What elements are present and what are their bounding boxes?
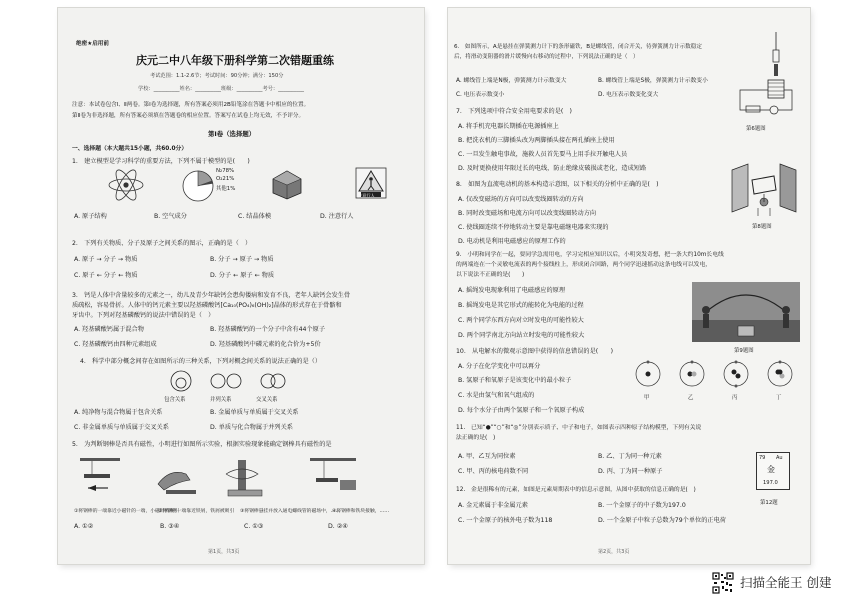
q2-stem: 2. 下列有关物质、分子及原子之间关系的图示，正确的是（ ） <box>72 240 252 247</box>
q3-option-a: A. 羟基磷酸钙属于混合物 <box>74 326 144 333</box>
q6-option-b: B. 螺线管上端是S极，弹簧测力计示数变小 <box>598 78 708 84</box>
element-symbol: Au <box>776 455 783 461</box>
q8-caption: 第8题图 <box>752 224 772 230</box>
q8-option-c: C. 使线圈连续不停地转动主要是靠电磁继电器来实现的 <box>458 224 609 231</box>
secret-mark: 绝密★启用前 <box>76 41 109 47</box>
q12-option-c: C. 一个金原子的核外电子数为118 <box>458 517 553 524</box>
q9-option-c: C. 两个同学东西方向对立时发电的可能性较大 <box>458 317 584 324</box>
q10-label-bing: 丙 <box>732 395 738 401</box>
q1-option-d: D. 注意行人 <box>320 213 354 220</box>
q6-option-c: C. 电压表示数变小 <box>456 92 505 98</box>
q4-option-d: D. 单质与化合物属于并列关系 <box>210 424 293 431</box>
relation-parallel: 并列关系 <box>210 397 232 403</box>
relation-containment: 包含关系 <box>164 397 186 403</box>
page-title: 庆元二中八年级下册科学第二次错题重练 <box>136 54 334 67</box>
q4-option-b: B. 金属单质与单质属于交叉关系 <box>210 409 299 416</box>
q10-option-d: D. 每个水分子由两个氢原子和一个氧原子构成 <box>458 407 585 414</box>
right-page-footer: 第2页，共3页 <box>598 549 630 555</box>
q3-option-c: C. 羟基磷酸钙由四种元素组成 <box>74 341 157 348</box>
q4-option-c: C. 非金属单质与单质属于交叉关系 <box>74 424 169 431</box>
q11-option-d: D. 丙、丁为同一种原子 <box>598 468 663 475</box>
notice-line-1: 注意：本试卷包含Ⅰ、Ⅱ两卷。第Ⅰ卷为选择题，所有答案必须用2B铅笔涂在答题卡中相应的位置。 <box>72 102 310 108</box>
q9-option-d: D. 两个同学南北方向站立时发电的可能性较大 <box>458 332 585 339</box>
q10-stem: 10. 从电解水的微观示意图中获得的信息错误的是( ) <box>456 348 613 355</box>
q6-option-a: A. 螺线管上端是N极，弹簧测力计示数变大 <box>456 78 567 84</box>
q9-line-3: 以下说法不正确的是( ) <box>456 272 525 278</box>
relation-intersection: 交叉关系 <box>256 397 278 403</box>
qr-code-icon <box>712 572 734 594</box>
q8-motor-figure <box>728 156 800 218</box>
q7-option-d: D. 及时更换使用年限过长的电线，防止绝缘皮破损或老化，造成短路 <box>458 165 647 172</box>
q5-caption-3: ③将钢棒悬挂并放入通电螺线管的磁场中，…… <box>240 509 341 514</box>
q9-line-1: 9. 小明和同学在一起，要同学急需用电，学习完相应知识以后，小明突发奇想，把一条大约10m长电线 <box>456 252 724 258</box>
q3-line-3: 牙齿中。下列对羟基磷酸钙的说法中错误的是（ ） <box>72 312 215 319</box>
q9-option-a: A. 摇绳发电现象利用了电磁感应的原理 <box>458 287 566 294</box>
q10-option-b: B. 氢原子和氧原子是该变化中的最小粒子 <box>458 377 572 384</box>
q5-caption-4: ④将钢棒和铁块接触，…… <box>332 509 390 514</box>
pie-label-other: 其他1% <box>216 186 236 192</box>
q7-option-b: B. 把洗衣机的三脚插头改为两脚插头接在两孔插座上使用 <box>458 137 615 144</box>
q12-option-d: D. 一个金原子中粒子总数为79个单位的正电荷 <box>598 517 726 524</box>
left-exam-page <box>58 8 424 564</box>
notice-line-2: 第Ⅱ卷为非选择题，所有答案必须填在答题卷的相应位置。答案写在试卷上均无效，不予评分。 <box>72 113 305 119</box>
q6-caption: 第6题图 <box>746 126 766 132</box>
q1-stem: 1. 建立模型是学习科学的重要方法，下列不属于模型的是( ) <box>72 158 250 165</box>
q5-option-c: C. ①③ <box>244 523 264 530</box>
q10-label-ding: 丁 <box>776 395 782 401</box>
q1-option-a: A. 原子结构 <box>74 213 107 220</box>
parallel-figure <box>208 372 244 390</box>
q4-stem: 4. 科学中部分概念间存在如图所示的三种关系，下列对概念间关系的说法正确的是（） <box>80 358 322 365</box>
q6-option-d: D. 电压表示数变化变大 <box>598 92 659 98</box>
q8-option-a: A. 仅改变磁场的方向可以改变线圈转动的方向 <box>458 196 584 203</box>
element-number: 79 <box>759 455 766 461</box>
pedestrian-sign-text: 注意行人 <box>358 193 375 198</box>
containment-figure <box>166 370 196 392</box>
q6-line-1: 6. 如图所示，A是悬挂在弹簧测力计下的条形磁铁，B是螺线管，闭合开关，待弹簧测力计示数稳定 <box>454 44 702 50</box>
q5-option-b: B. ③④ <box>160 523 180 530</box>
q5-caption-2: ②将钢棒一端靠近铁屑，铁屑被吸引 <box>158 509 235 514</box>
q7-stem: 7. 下列选项中符合安全用电要求的是( ) <box>456 108 572 115</box>
intersection-figure <box>256 372 290 390</box>
q5-caption-1: ①将钢棒的一端靠近小磁针的一端，小磁针被吸引 <box>74 509 180 514</box>
q2-option-d: D. 分子 ← 原子 ← 物质 <box>210 272 275 279</box>
q6-circuit-figure <box>732 30 802 118</box>
q8-option-b: B. 同时改变磁场和电流方向可以改变线圈转动方向 <box>458 210 597 217</box>
q11-line-1: 11. 已知“●”“○”和“◎”分别表示质子、中子和电子，如图表示四种原子结构模型，下列有关说 <box>456 425 702 431</box>
q2-option-b: B. 分子 → 原子 → 物质 <box>210 256 274 263</box>
q10-atom-models-figure <box>632 360 804 392</box>
q9-photo-figure <box>692 282 800 342</box>
q11-option-a: A. 甲、乙互为同位素 <box>458 453 516 460</box>
magnet-experiment-figure <box>78 454 408 506</box>
q10-option-c: C. 水是由氢气和氧气组成的 <box>458 392 535 399</box>
q6-line-2: 后，将滑动变阻器的滑片缓慢向右移动的过程中，下列说法正确的是（ ） <box>454 54 639 60</box>
part-heading: 一、选择题（本大题共15小题，共60.0分） <box>72 146 188 152</box>
q3-line-1: 3. 钙是人体中含量较多的元素之一，幼儿及青少年缺钙会患佝偻病和发育不良，老年人缺钙会发生骨 <box>72 292 351 299</box>
q11-option-b: B. 乙、丁为同一种元素 <box>598 453 662 460</box>
q9-option-b: B. 摇绳发电是其它形式的能转化为电能的过程 <box>458 302 584 309</box>
q12-option-a: A. 金元素属于非金属元素 <box>458 502 528 509</box>
q9-caption: 第9题图 <box>734 348 754 354</box>
student-info: 学校：__________姓名：__________班级：__________考号：__________ <box>138 86 305 92</box>
q8-option-d: D. 电动机是利用电磁感应的原理工作的 <box>458 238 566 245</box>
q12-caption: 第12题 <box>760 500 778 506</box>
q9-line-2: 的两端连在一个灵敏电流表的两个接线柱上，形成闭合回路，两个同学迅速摇动这条电线可以发电， <box>456 262 712 268</box>
q2-option-c: C. 原子 ← 分子 ← 物质 <box>74 272 138 279</box>
atom-model-figure <box>106 168 146 202</box>
exam-info: 考试范围：1.1-2.6节；考试时间：90分钟；满分：150分 <box>150 73 284 79</box>
q1-option-c: C. 结晶体模 <box>238 213 272 220</box>
q11-line-2: 法正确的是( ) <box>456 435 496 441</box>
q3-option-b: B. 羟基磷酸钙的一个分子中含有44个原子 <box>210 326 326 333</box>
q7-option-a: A. 将手机充电器长期插在电源插座上 <box>458 123 559 130</box>
scanner-watermark-text: 扫描全能王 创建 <box>740 575 832 590</box>
element-name: 金 <box>767 465 775 474</box>
q8-stem: 8. 如图为直流电动机的基本构造示意图，以下相关的分析中正确的是( ) <box>456 181 659 188</box>
q4-option-a: A. 纯净物与混合物属于包含关系 <box>74 409 163 416</box>
q1-option-b: B. 空气成分 <box>154 213 187 220</box>
q11-option-c: C. 甲、丙的核电荷数不同 <box>458 468 529 475</box>
q2-option-a: A. 原子 → 分子 → 物质 <box>74 256 138 263</box>
q5-stem: 5. 为判断钢棒是否具有磁性，小明进行如图所示实验，根据实验现象能确定钢棒具有磁性的是 <box>72 441 332 448</box>
q10-label-jia: 甲 <box>644 395 650 401</box>
q5-option-d: D. ②④ <box>328 523 348 530</box>
q12-stem: 12. 金是很稀有的元素，如图是元素周期表中的信息示意图，从图中获取的信息正确的是( ) <box>456 487 696 493</box>
q5-option-a: A. ①② <box>74 523 94 530</box>
q12-option-b: B. 一个金原子的中子数为197.0 <box>598 502 686 509</box>
crystal-figure <box>270 169 304 201</box>
element-mass: 197.0 <box>763 480 778 486</box>
section-heading: 第Ⅰ卷（选择题） <box>208 130 256 138</box>
right-exam-page <box>448 8 810 564</box>
q3-line-2: 质疏松，容易骨折。人体中的钙元素主要以羟基磷酸钙[Ca₁₀(PO₄)₆(OH)₂]晶体的形式存在于骨骼和 <box>72 302 342 309</box>
q3-option-d: D. 羟基磷酸钙中磷元素的化合价为+5价 <box>210 341 321 348</box>
pie-label-o2: O₂21% <box>216 176 235 182</box>
q10-option-a: A. 分子在化学变化中可以再分 <box>458 363 541 370</box>
q7-option-c: C. 一旦发生触电事故，施救人员首先要马上用手拉开触电人员 <box>458 151 628 158</box>
left-page-footer: 第1页，共3页 <box>208 549 240 555</box>
pie-label-n2: N₂78% <box>216 168 235 174</box>
q10-label-yi: 乙 <box>688 395 694 401</box>
gold-element-card <box>756 452 790 490</box>
